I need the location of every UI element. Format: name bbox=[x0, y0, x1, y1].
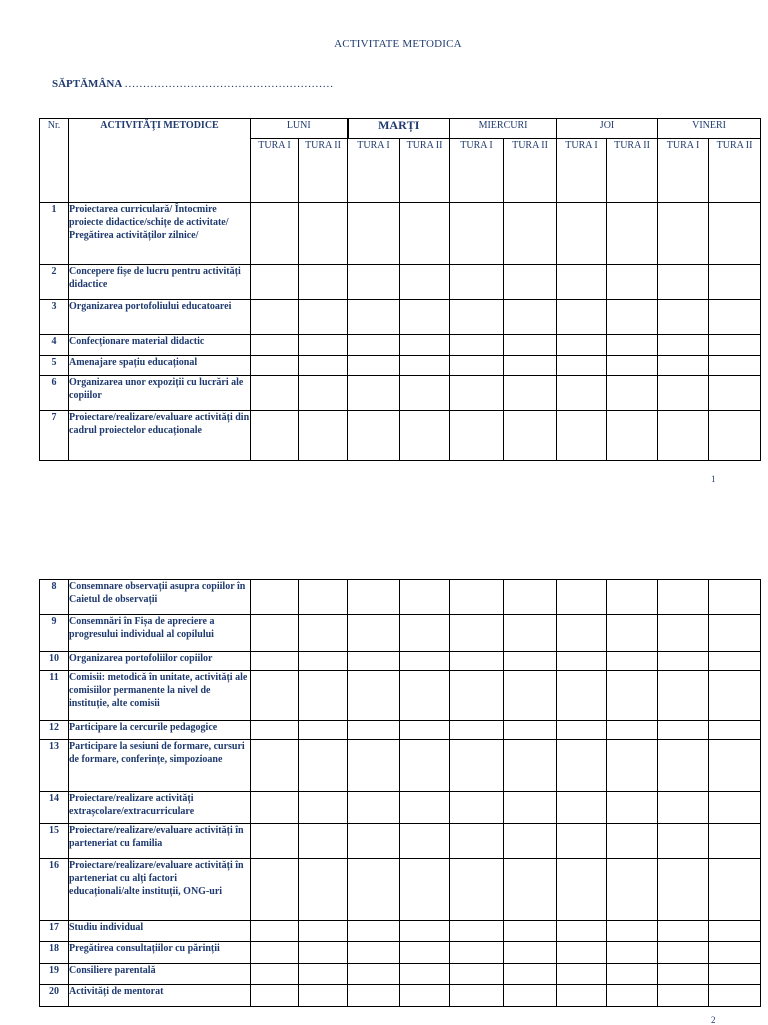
shift-header: TURA II bbox=[607, 139, 658, 203]
schedule-cell[interactable] bbox=[709, 652, 761, 671]
schedule-cell[interactable] bbox=[607, 792, 658, 824]
schedule-cell[interactable] bbox=[299, 964, 348, 985]
schedule-cell[interactable] bbox=[709, 335, 761, 356]
schedule-cell[interactable] bbox=[607, 985, 658, 1007]
activity-label: Comisii: metodică în unitate, activități ale comisiilor permanente la nivel de instituție, alte comisii bbox=[69, 671, 251, 721]
schedule-cell[interactable] bbox=[348, 411, 400, 461]
row-number: 6 bbox=[40, 376, 69, 411]
table-row bbox=[40, 721, 761, 740]
schedule-cell[interactable] bbox=[658, 921, 709, 942]
schedule-cell[interactable] bbox=[348, 824, 400, 859]
table-row bbox=[40, 824, 761, 859]
schedule-cell[interactable] bbox=[348, 265, 400, 300]
schedule-cell[interactable] bbox=[251, 265, 299, 300]
schedule-cell[interactable] bbox=[607, 580, 658, 615]
schedule-cell[interactable] bbox=[557, 792, 607, 824]
schedule-cell[interactable] bbox=[348, 921, 400, 942]
schedule-cell[interactable] bbox=[607, 964, 658, 985]
schedule-cell[interactable] bbox=[299, 652, 348, 671]
schedule-cell[interactable] bbox=[348, 376, 400, 411]
activity-label: Organizarea portofoliilor copiilor bbox=[69, 652, 251, 671]
schedule-cell[interactable] bbox=[450, 580, 504, 615]
schedule-cell[interactable] bbox=[400, 859, 450, 921]
schedule-cell[interactable] bbox=[658, 356, 709, 376]
schedule-cell[interactable] bbox=[709, 203, 761, 265]
schedule-cell[interactable] bbox=[709, 580, 761, 615]
schedule-cell[interactable] bbox=[251, 985, 299, 1007]
schedule-cell[interactable] bbox=[557, 921, 607, 942]
schedule-cell[interactable] bbox=[607, 824, 658, 859]
activity-label: Proiectare/realizare/evaluare activități din cadrul proiectelor educaționale bbox=[69, 411, 251, 461]
row-number: 11 bbox=[40, 671, 69, 721]
schedule-cell[interactable] bbox=[299, 859, 348, 921]
schedule-cell[interactable] bbox=[658, 300, 709, 335]
table-row bbox=[40, 671, 761, 721]
schedule-cell[interactable] bbox=[709, 265, 761, 300]
day-header-vineri: VINERI bbox=[658, 119, 761, 139]
schedule-cell[interactable] bbox=[400, 300, 450, 335]
schedule-cell[interactable] bbox=[348, 792, 400, 824]
schedule-cell[interactable] bbox=[658, 265, 709, 300]
schedule-cell[interactable] bbox=[709, 740, 761, 792]
schedule-cell[interactable] bbox=[299, 203, 348, 265]
schedule-cell[interactable] bbox=[607, 652, 658, 671]
schedule-cell[interactable] bbox=[504, 859, 557, 921]
schedule-cell[interactable] bbox=[251, 335, 299, 356]
schedule-cell[interactable] bbox=[299, 824, 348, 859]
schedule-cell[interactable] bbox=[450, 671, 504, 721]
table-row bbox=[40, 356, 761, 376]
shift-header: TURA I bbox=[450, 139, 504, 203]
schedule-cell[interactable] bbox=[709, 859, 761, 921]
schedule-cell[interactable] bbox=[299, 671, 348, 721]
schedule-cell[interactable] bbox=[504, 740, 557, 792]
schedule-cell[interactable] bbox=[709, 942, 761, 964]
schedule-cell[interactable] bbox=[251, 580, 299, 615]
schedule-cell[interactable] bbox=[251, 652, 299, 671]
table-body-page-2 bbox=[40, 580, 761, 1007]
schedule-cell[interactable] bbox=[658, 615, 709, 652]
schedule-cell[interactable] bbox=[658, 964, 709, 985]
schedule-cell[interactable] bbox=[251, 859, 299, 921]
schedule-cell[interactable] bbox=[400, 411, 450, 461]
schedule-cell[interactable] bbox=[658, 824, 709, 859]
schedule-cell[interactable] bbox=[557, 671, 607, 721]
schedule-cell[interactable] bbox=[299, 376, 348, 411]
activity-label: Proiectare/realizare/evaluare activități în parteneriat cu alți factori educaționali/alte instituții, ONG-uri bbox=[69, 859, 251, 921]
schedule-cell[interactable] bbox=[450, 921, 504, 942]
schedule-cell[interactable] bbox=[709, 411, 761, 461]
shift-header: TURA II bbox=[299, 139, 348, 203]
schedule-cell[interactable] bbox=[400, 671, 450, 721]
activity-label: Proiectare/realizare activități extrașcolare/extracurriculare bbox=[69, 792, 251, 824]
shift-header: TURA I bbox=[658, 139, 709, 203]
schedule-cell[interactable] bbox=[607, 859, 658, 921]
schedule-cell[interactable] bbox=[299, 985, 348, 1007]
schedule-cell[interactable] bbox=[450, 376, 504, 411]
schedule-cell[interactable] bbox=[504, 964, 557, 985]
schedule-cell[interactable] bbox=[658, 942, 709, 964]
schedule-cell[interactable] bbox=[400, 921, 450, 942]
schedule-cell[interactable] bbox=[709, 300, 761, 335]
activity-label: Confecționare material didactic bbox=[69, 335, 251, 356]
activity-label: Amenajare spațiu educațional bbox=[69, 356, 251, 376]
schedule-cell[interactable] bbox=[251, 615, 299, 652]
schedule-cell[interactable] bbox=[299, 265, 348, 300]
activity-label: Concepere fișe de lucru pentru activități didactice bbox=[69, 265, 251, 300]
schedule-cell[interactable] bbox=[251, 300, 299, 335]
schedule-cell[interactable] bbox=[400, 376, 450, 411]
page-number: 2 bbox=[711, 1015, 716, 1025]
schedule-cell[interactable] bbox=[709, 671, 761, 721]
schedule-cell[interactable] bbox=[557, 652, 607, 671]
row-number: 19 bbox=[40, 964, 69, 985]
schedule-cell[interactable] bbox=[557, 942, 607, 964]
schedule-cell[interactable] bbox=[450, 411, 504, 461]
table-row bbox=[40, 985, 761, 1007]
table-row bbox=[40, 652, 761, 671]
schedule-cell[interactable] bbox=[709, 376, 761, 411]
nr-header: Nr. bbox=[40, 119, 69, 203]
row-number: 15 bbox=[40, 824, 69, 859]
shift-header: TURA I bbox=[251, 139, 299, 203]
schedule-cell[interactable] bbox=[709, 615, 761, 652]
schedule-cell[interactable] bbox=[400, 580, 450, 615]
row-number: 18 bbox=[40, 942, 69, 964]
schedule-cell[interactable] bbox=[504, 615, 557, 652]
schedule-cell[interactable] bbox=[400, 824, 450, 859]
schedule-cell[interactable] bbox=[607, 376, 658, 411]
schedule-cell[interactable] bbox=[299, 615, 348, 652]
schedule-cell[interactable] bbox=[658, 859, 709, 921]
schedule-cell[interactable] bbox=[607, 411, 658, 461]
activity-label: Proiectarea curriculară/ Întocmire proiecte didactice/schițe de activitate/ Pregătirea activităților zilnice/ bbox=[69, 203, 251, 265]
table-row bbox=[40, 921, 761, 942]
schedule-cell[interactable] bbox=[400, 356, 450, 376]
schedule-cell[interactable] bbox=[557, 376, 607, 411]
activity-label: Activități de mentorat bbox=[69, 985, 251, 1007]
schedule-cell[interactable] bbox=[450, 859, 504, 921]
row-number: 5 bbox=[40, 356, 69, 376]
schedule-cell[interactable] bbox=[251, 942, 299, 964]
schedule-cell[interactable] bbox=[504, 652, 557, 671]
table-row bbox=[40, 615, 761, 652]
activity-label: Pregătirea consultațiilor cu părinții bbox=[69, 942, 251, 964]
schedule-cell[interactable] bbox=[557, 964, 607, 985]
schedule-cell[interactable] bbox=[450, 721, 504, 740]
schedule-cell[interactable] bbox=[400, 203, 450, 265]
schedule-cell[interactable] bbox=[709, 356, 761, 376]
schedule-cell[interactable] bbox=[607, 203, 658, 265]
schedule-cell[interactable] bbox=[557, 721, 607, 740]
schedule-cell[interactable] bbox=[299, 335, 348, 356]
week-field bbox=[52, 78, 333, 90]
schedule-cell[interactable] bbox=[504, 356, 557, 376]
schedule-cell[interactable] bbox=[504, 580, 557, 615]
schedule-cell[interactable] bbox=[557, 411, 607, 461]
schedule-cell[interactable] bbox=[450, 942, 504, 964]
schedule-cell[interactable] bbox=[299, 300, 348, 335]
schedule-cell[interactable] bbox=[251, 964, 299, 985]
activities-header: ACTIVITĂŢI METODICE bbox=[69, 119, 251, 203]
week-label: SĂPTĂMÂNA bbox=[52, 78, 122, 90]
schedule-cell[interactable] bbox=[299, 921, 348, 942]
table-row bbox=[40, 335, 761, 356]
schedule-cell[interactable] bbox=[504, 203, 557, 265]
day-header-joi: JOI bbox=[557, 119, 658, 139]
schedule-cell[interactable] bbox=[557, 335, 607, 356]
schedule-cell[interactable] bbox=[299, 356, 348, 376]
schedule-cell[interactable] bbox=[450, 985, 504, 1007]
schedule-cell[interactable] bbox=[348, 942, 400, 964]
schedule-cell[interactable] bbox=[709, 985, 761, 1007]
table-body-page-1 bbox=[40, 203, 761, 461]
schedule-cell[interactable] bbox=[504, 721, 557, 740]
schedule-cell[interactable] bbox=[658, 203, 709, 265]
schedule-cell[interactable] bbox=[450, 203, 504, 265]
table-row bbox=[40, 376, 761, 411]
activity-label: Participare la sesiuni de formare, cursuri de formare, conferințe, simpozioane bbox=[69, 740, 251, 792]
schedule-cell[interactable] bbox=[504, 300, 557, 335]
schedule-cell[interactable] bbox=[450, 335, 504, 356]
day-header-row bbox=[40, 119, 761, 139]
schedule-cell[interactable] bbox=[400, 721, 450, 740]
schedule-cell[interactable] bbox=[504, 921, 557, 942]
row-number: 3 bbox=[40, 300, 69, 335]
row-number: 20 bbox=[40, 985, 69, 1007]
schedule-cell[interactable] bbox=[658, 740, 709, 792]
table-row bbox=[40, 964, 761, 985]
schedule-cell[interactable] bbox=[348, 671, 400, 721]
schedule-cell[interactable] bbox=[658, 985, 709, 1007]
schedule-cell[interactable] bbox=[251, 792, 299, 824]
schedule-cell[interactable] bbox=[557, 824, 607, 859]
schedule-cell[interactable] bbox=[607, 740, 658, 792]
day-header-luni: LUNI bbox=[251, 119, 348, 139]
schedule-cell[interactable] bbox=[607, 300, 658, 335]
schedule-cell[interactable] bbox=[348, 985, 400, 1007]
schedule-cell[interactable] bbox=[251, 921, 299, 942]
schedule-cell[interactable] bbox=[557, 985, 607, 1007]
table-row bbox=[40, 859, 761, 921]
methodical-activities-table-page-2 bbox=[39, 579, 761, 1007]
schedule-cell[interactable] bbox=[504, 671, 557, 721]
document-title: ACTIVITATE METODICA bbox=[334, 38, 462, 50]
row-number: 7 bbox=[40, 411, 69, 461]
schedule-cell[interactable] bbox=[658, 411, 709, 461]
schedule-cell[interactable] bbox=[709, 921, 761, 942]
schedule-cell[interactable] bbox=[607, 671, 658, 721]
schedule-cell[interactable] bbox=[658, 335, 709, 356]
schedule-cell[interactable] bbox=[607, 942, 658, 964]
schedule-cell[interactable] bbox=[504, 985, 557, 1007]
schedule-cell[interactable] bbox=[450, 265, 504, 300]
row-number: 12 bbox=[40, 721, 69, 740]
schedule-cell[interactable] bbox=[607, 335, 658, 356]
schedule-cell[interactable] bbox=[299, 792, 348, 824]
schedule-cell[interactable] bbox=[450, 964, 504, 985]
schedule-cell[interactable] bbox=[450, 652, 504, 671]
schedule-cell[interactable] bbox=[450, 740, 504, 792]
schedule-cell[interactable] bbox=[658, 580, 709, 615]
schedule-cell[interactable] bbox=[450, 615, 504, 652]
schedule-cell[interactable] bbox=[557, 203, 607, 265]
day-header-marti: MARȚI bbox=[348, 119, 450, 139]
schedule-cell[interactable] bbox=[557, 615, 607, 652]
schedule-cell[interactable] bbox=[251, 671, 299, 721]
schedule-cell[interactable] bbox=[658, 376, 709, 411]
schedule-cell[interactable] bbox=[251, 203, 299, 265]
schedule-cell[interactable] bbox=[557, 740, 607, 792]
schedule-cell[interactable] bbox=[299, 942, 348, 964]
schedule-cell[interactable] bbox=[607, 265, 658, 300]
schedule-cell[interactable] bbox=[709, 824, 761, 859]
schedule-cell[interactable] bbox=[400, 942, 450, 964]
schedule-cell[interactable] bbox=[348, 721, 400, 740]
page-number: 1 bbox=[711, 474, 716, 484]
schedule-cell[interactable] bbox=[348, 300, 400, 335]
schedule-cell[interactable] bbox=[348, 615, 400, 652]
schedule-cell[interactable] bbox=[450, 300, 504, 335]
schedule-cell[interactable] bbox=[348, 203, 400, 265]
row-number: 10 bbox=[40, 652, 69, 671]
row-number: 9 bbox=[40, 615, 69, 652]
schedule-cell[interactable] bbox=[504, 942, 557, 964]
table-row bbox=[40, 265, 761, 300]
shift-header: TURA I bbox=[348, 139, 400, 203]
schedule-cell[interactable] bbox=[709, 964, 761, 985]
schedule-cell[interactable] bbox=[348, 964, 400, 985]
schedule-cell[interactable] bbox=[400, 964, 450, 985]
schedule-cell[interactable] bbox=[557, 859, 607, 921]
row-number: 1 bbox=[40, 203, 69, 265]
schedule-cell[interactable] bbox=[607, 921, 658, 942]
schedule-cell[interactable] bbox=[658, 721, 709, 740]
schedule-cell[interactable] bbox=[348, 740, 400, 792]
schedule-cell[interactable] bbox=[658, 652, 709, 671]
activity-label: Studiu individual bbox=[69, 921, 251, 942]
schedule-cell[interactable] bbox=[709, 792, 761, 824]
shift-header: TURA II bbox=[504, 139, 557, 203]
activity-label: Consemnare observații asupra copiilor în Caietul de observații bbox=[69, 580, 251, 615]
schedule-cell[interactable] bbox=[400, 265, 450, 300]
schedule-cell[interactable] bbox=[400, 985, 450, 1007]
schedule-cell[interactable] bbox=[557, 265, 607, 300]
schedule-cell[interactable] bbox=[557, 580, 607, 615]
schedule-cell[interactable] bbox=[658, 792, 709, 824]
schedule-cell[interactable] bbox=[251, 376, 299, 411]
schedule-cell[interactable] bbox=[400, 792, 450, 824]
schedule-cell[interactable] bbox=[607, 356, 658, 376]
schedule-cell[interactable] bbox=[450, 792, 504, 824]
shift-header: TURA I bbox=[557, 139, 607, 203]
table-row bbox=[40, 740, 761, 792]
schedule-cell[interactable] bbox=[557, 356, 607, 376]
week-dotted-line: ………………………………………………… bbox=[124, 78, 334, 90]
schedule-cell[interactable] bbox=[607, 721, 658, 740]
schedule-cell[interactable] bbox=[400, 335, 450, 356]
activity-label: Consemnări în Fișa de apreciere a progresului individual al copilului bbox=[69, 615, 251, 652]
row-number: 16 bbox=[40, 859, 69, 921]
schedule-cell[interactable] bbox=[658, 671, 709, 721]
schedule-cell[interactable] bbox=[557, 300, 607, 335]
row-number: 8 bbox=[40, 580, 69, 615]
row-number: 2 bbox=[40, 265, 69, 300]
table-row bbox=[40, 580, 761, 615]
methodical-activities-table-page-1 bbox=[39, 118, 761, 461]
schedule-cell[interactable] bbox=[299, 411, 348, 461]
table-row bbox=[40, 792, 761, 824]
row-number: 13 bbox=[40, 740, 69, 792]
schedule-cell[interactable] bbox=[348, 335, 400, 356]
schedule-cell[interactable] bbox=[504, 265, 557, 300]
activity-label: Organizarea unor expoziții cu lucrări ale copiilor bbox=[69, 376, 251, 411]
schedule-cell[interactable] bbox=[709, 721, 761, 740]
schedule-cell[interactable] bbox=[504, 411, 557, 461]
schedule-cell[interactable] bbox=[251, 411, 299, 461]
schedule-cell[interactable] bbox=[299, 580, 348, 615]
schedule-cell[interactable] bbox=[348, 356, 400, 376]
activity-label: Participare la cercurile pedagogice bbox=[69, 721, 251, 740]
activity-label: Proiectare/realizare/evaluare activități în parteneriat cu familia bbox=[69, 824, 251, 859]
schedule-cell[interactable] bbox=[504, 792, 557, 824]
activity-label: Organizarea portofoliului educatoarei bbox=[69, 300, 251, 335]
table-row bbox=[40, 203, 761, 265]
table-row bbox=[40, 300, 761, 335]
row-number: 14 bbox=[40, 792, 69, 824]
schedule-cell[interactable] bbox=[400, 652, 450, 671]
row-number: 17 bbox=[40, 921, 69, 942]
schedule-cell[interactable] bbox=[348, 859, 400, 921]
schedule-cell[interactable] bbox=[504, 824, 557, 859]
schedule-cell[interactable] bbox=[504, 335, 557, 356]
schedule-cell[interactable] bbox=[251, 740, 299, 792]
activity-label: Consiliere parentală bbox=[69, 964, 251, 985]
schedule-cell[interactable] bbox=[251, 824, 299, 859]
schedule-cell[interactable] bbox=[450, 356, 504, 376]
schedule-cell[interactable] bbox=[400, 740, 450, 792]
row-number: 4 bbox=[40, 335, 69, 356]
schedule-cell[interactable] bbox=[251, 356, 299, 376]
schedule-cell[interactable] bbox=[607, 615, 658, 652]
table-row bbox=[40, 942, 761, 964]
schedule-cell[interactable] bbox=[251, 721, 299, 740]
shift-header: TURA II bbox=[709, 139, 761, 203]
schedule-cell[interactable] bbox=[299, 721, 348, 740]
schedule-cell[interactable] bbox=[504, 376, 557, 411]
table-row bbox=[40, 411, 761, 461]
schedule-cell[interactable] bbox=[450, 824, 504, 859]
schedule-cell[interactable] bbox=[348, 652, 400, 671]
day-header-miercuri: MIERCURI bbox=[450, 119, 557, 139]
schedule-cell[interactable] bbox=[348, 580, 400, 615]
shift-header: TURA II bbox=[400, 139, 450, 203]
schedule-cell[interactable] bbox=[299, 740, 348, 792]
schedule-cell[interactable] bbox=[400, 615, 450, 652]
